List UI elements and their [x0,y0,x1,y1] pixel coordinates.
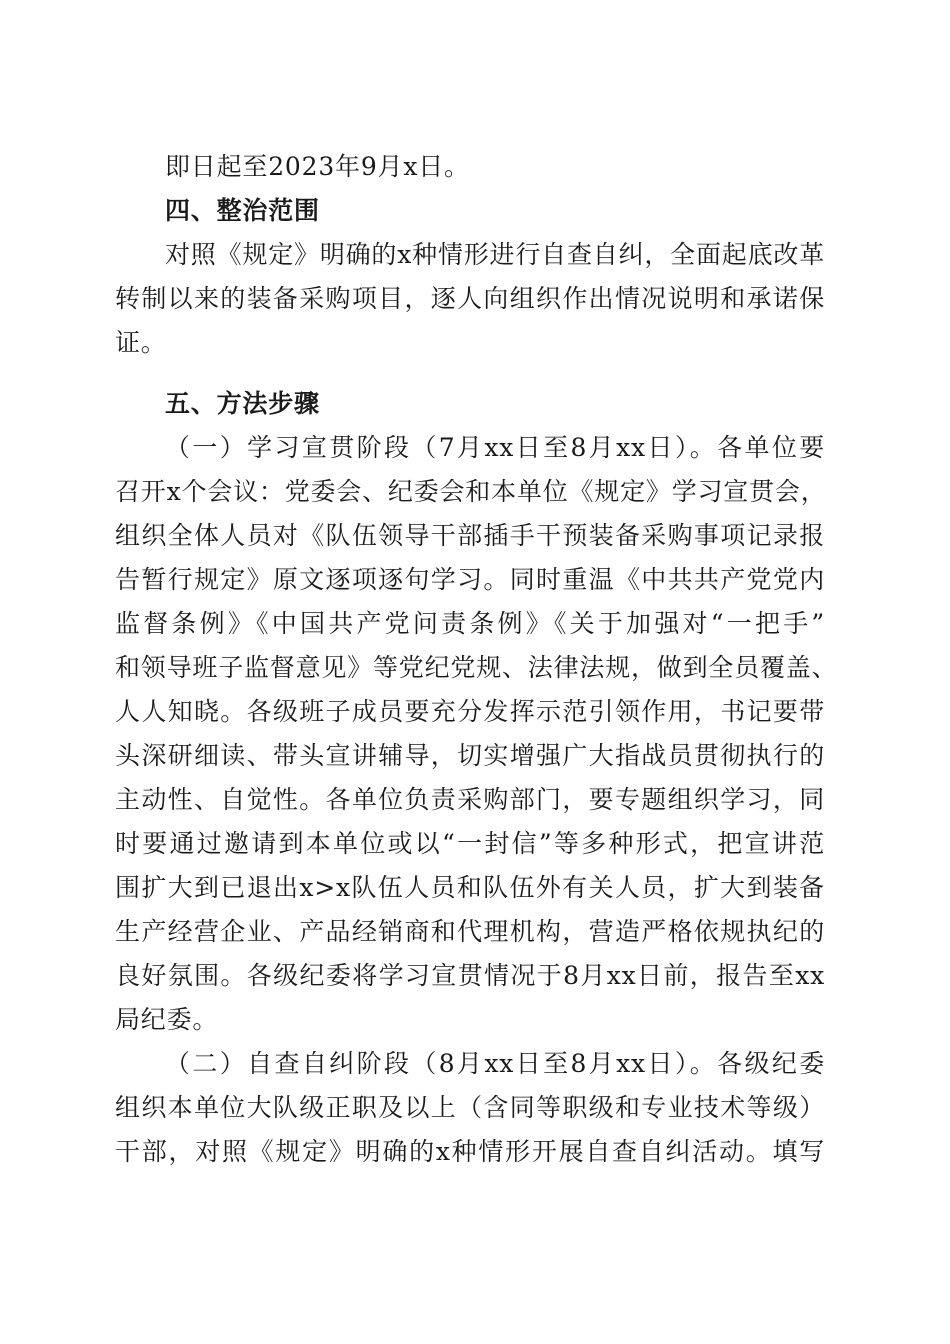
section-heading: 五、方法步骤 [165,389,320,418]
paragraph-line: 良好氛围。各级纪委将学习宣贯情况于8月xx日前，报告至xx [115,961,825,990]
paragraph-line: 告暂行规定》原文逐项逐句学习。同时重温《中共共产党党内 [115,565,825,594]
section-heading: 四、整治范围 [165,196,320,225]
paragraph-line: 召开x个会议：党委会、纪委会和本单位《规定》学习宣贯会， [115,477,827,506]
document-body [115,145,838,1174]
paragraph-line: 和领导班子监督意见》等党纪党规、法律法规，做到全员覆盖、 [115,653,838,682]
paragraph-line: 即日起至2023年9月x日。 [165,152,470,181]
paragraph-line: 对照《规定》明确的x种情形进行自查自纠，全面起底改革 [165,240,825,269]
paragraph-line: 转制以来的装备采购项目，逐人向组织作出情况说明和承诺保 [115,284,825,313]
paragraph-line: 时要通过邀请到本单位或以“一封信”等多种形式，把宣讲范 [115,829,825,858]
paragraph-line: 组织本单位大队级正职及以上（含同等职级和专业技术等级） [115,1093,825,1122]
paragraph-line: （一）学习宣贯阶段（7月xx日至8月xx日）。各单位要 [165,433,825,462]
paragraph-line: 组织全体人员对《队伍领导干部插手干预装备采购事项记录报 [115,521,825,550]
paragraph-line: 局纪委。 [115,1005,219,1034]
paragraph-line: （二）自查自纠阶段（8月xx日至8月xx日）。各级纪委 [165,1049,825,1078]
paragraph-gap [115,365,825,382]
paragraph-line: 监督条例》《中国共产党问责条例》《关于加强对“一把手” [115,609,825,638]
paragraph-line: 证。 [115,328,167,357]
paragraph-line: 围扩大到已退出x>x队伍人员和队伍外有关人员，扩大到装备 [115,873,825,902]
paragraph-line: 人人知晓。各级班子成员要充分发挥示范引领作用，书记要带 [115,697,825,726]
paragraph-line: 干部，对照《规定》明确的x种情形开展自查自纠活动。填写 [115,1137,825,1166]
paragraph-line: 生产经营企业、产品经销商和代理机构，营造严格依规执纪的 [115,917,825,946]
paragraph-line: 主动性、自觉性。各单位负责采购部门，要专题组织学习，同 [115,785,825,814]
paragraph-line: 头深研细读、带头宣讲辅导，切实增强广大指战员贯彻执行的 [115,741,825,770]
